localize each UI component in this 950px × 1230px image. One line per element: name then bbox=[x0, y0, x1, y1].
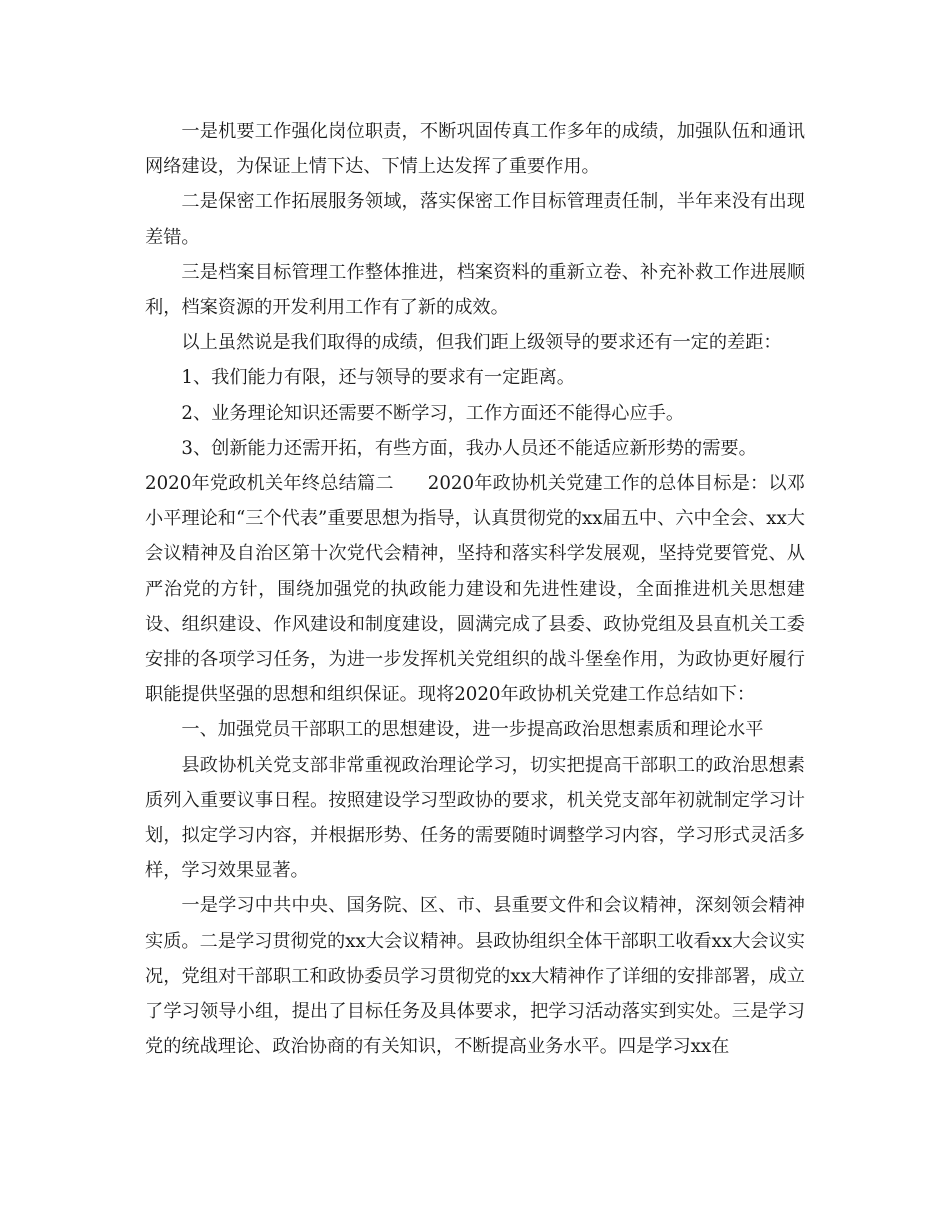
paragraph-study-plan: 县政协机关党支部非常重视政治理论学习，切实把提高干部职工的政治思想素质列入重要议事日程。按照建设学习型政协的要求，机关党支部年初就制定学习计划，拟定学习内容，并根据形势、任务的需要随时调整学习内容，学习形式灵活多样，学习效果显著。 bbox=[145, 754, 805, 882]
section-two-paragraph bbox=[145, 466, 805, 712]
paragraph-shortcoming-3: 3、创新能力还需开拓，有些方面，我办人员还不能适应新形势的需要。 bbox=[181, 437, 757, 459]
paragraph-gap-summary: 以上虽然说是我们取得的成绩，但我们距上级领导的要求还有一定的差距： bbox=[181, 332, 782, 354]
paragraph-archives-work: 三是档案目标管理工作整体推进，档案资料的重新立卷、补充补救工作进展顺利，档案资源的开发利用工作有了新的成效。 bbox=[145, 261, 805, 319]
paragraph-shortcoming-2: 2、业务理论知识还需要不断学习，工作方面还不能得心应手。 bbox=[181, 402, 685, 424]
section-intro: 2020年政协机关党建工作的总体目标是：以邓小平理论和“三个代表”重要思想为指导，认真贯彻党的xx届五中、六中全会、xx大会议精神及自治区第十次党代会精神，坚持和落实科学发展观，坚持党要管党、从严治党的方针，围绕加强党的执政能力建设和先进性建设，全面推进机关思想建设、组织建设、作风建设和制度建设，圆满完成了县委、政协党组及县直机关工委安排的各项学习任务，为进一步发挥机关党组织的战斗堡垒作用，为政协更好履行职能提供坚强的思想和组织保证。现将2020年政协机关党建工作总结如下： bbox=[145, 473, 805, 706]
paragraph-study-items: 一是学习中共中央、国务院、区、市、县重要文件和会议精神，深刻领会精神实质。二是学习贯彻党的xx大会议精神。县政协组织全体干部职工收看xx大会议实况，党组对干部职工和政协委员学习贯彻党的xx大精神作了详细的安排部署，成立了学习领导小组，提出了目标任务及具体要求，把学习活动落实到实处。三是学习党的统战理论、政治协商的有关知识，不断提高业务水平。四是学习xx在 bbox=[145, 895, 805, 1058]
paragraph-shortcoming-1: 1、我们能力有限，还与领导的要求有一定距离。 bbox=[181, 367, 575, 389]
paragraph-secrecy-work: 二是保密工作拓展服务领域，落实保密工作目标管理责任制，半年来没有出现差错。 bbox=[145, 191, 805, 248]
heading-ideological-building: 一、加强党员干部职工的思想建设，进一步提高政治思想素质和理论水平 bbox=[181, 719, 764, 741]
section-title: 2020年党政机关年终总结篇二 bbox=[145, 473, 394, 495]
document-body bbox=[145, 114, 805, 1064]
paragraph-confidential-work: 一是机要工作强化岗位职责，不断巩固传真工作多年的成绩，加强队伍和通讯网络建设，为保证上情下达、下情上达发挥了重要作用。 bbox=[145, 121, 805, 178]
